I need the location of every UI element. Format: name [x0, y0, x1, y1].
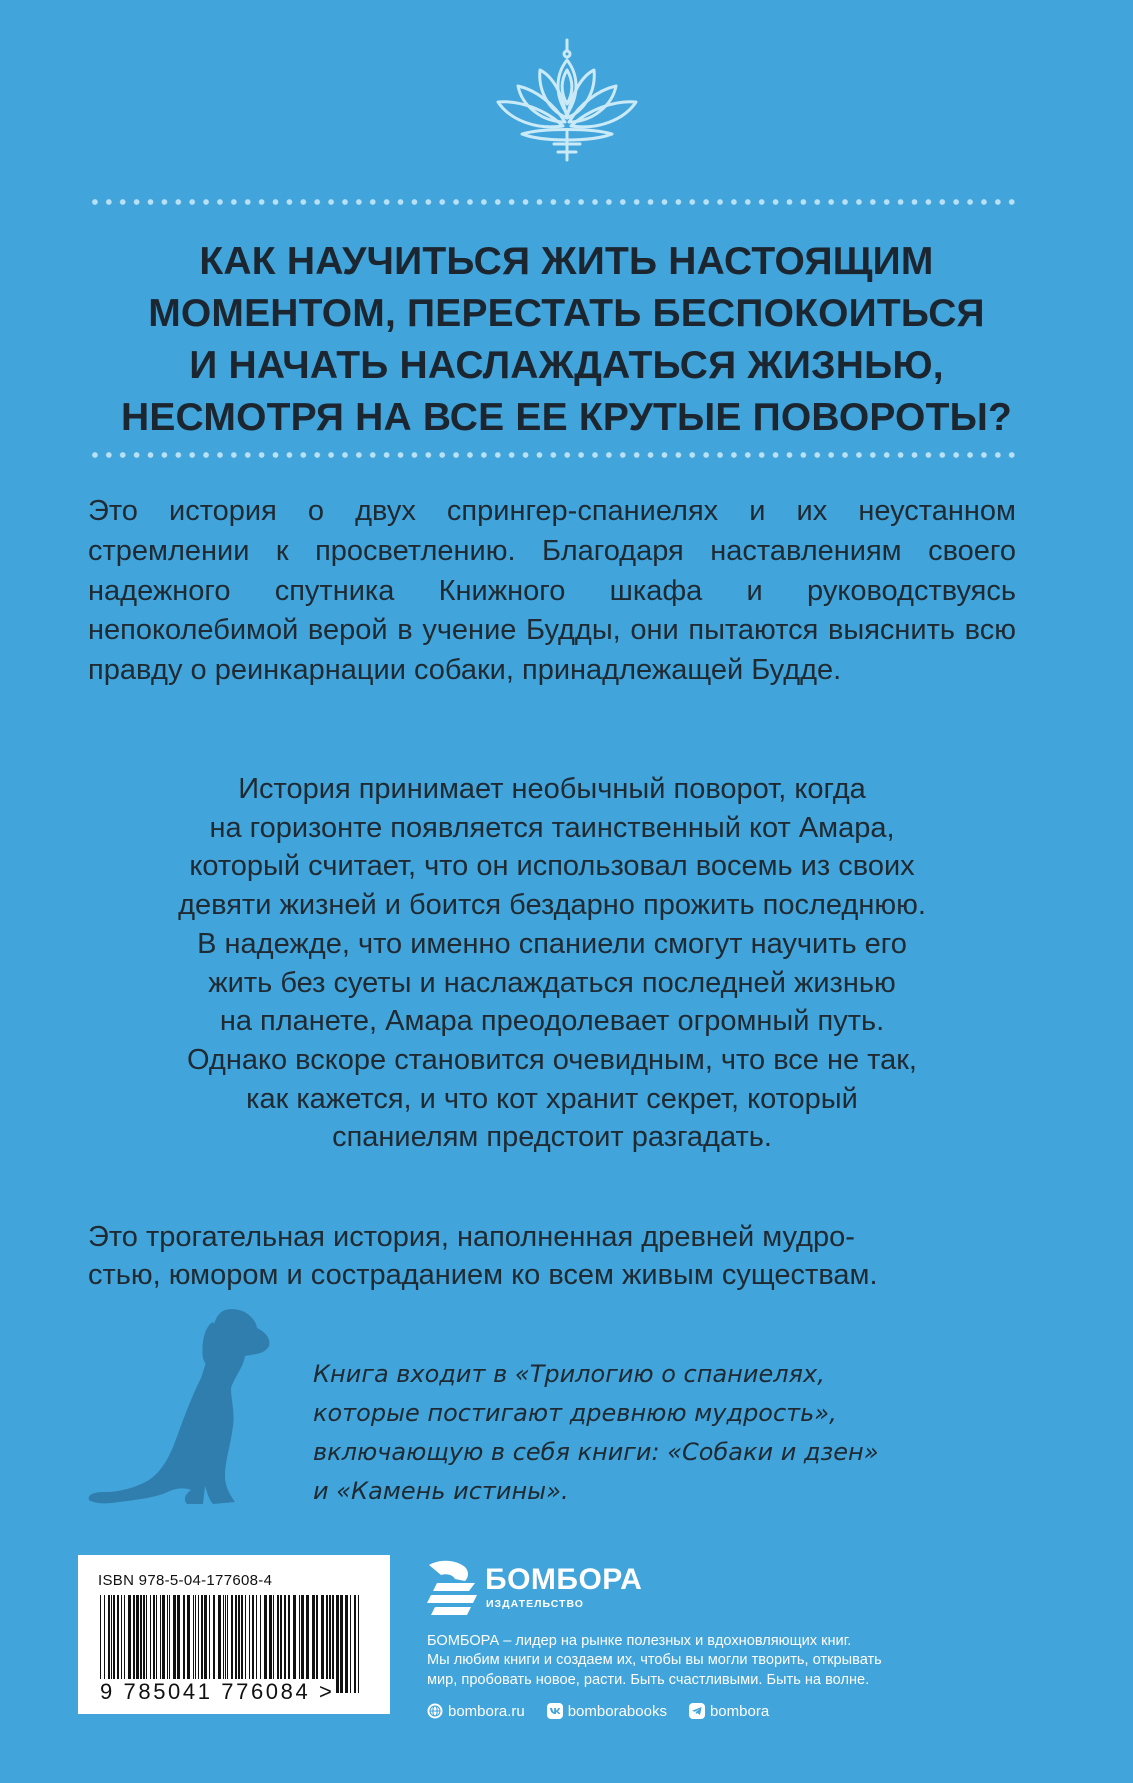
- barcode-block: [78, 1555, 390, 1714]
- plot-paragraph: [88, 770, 1016, 1157]
- headline-line: И НАЧАТЬ НАСЛАЖДАТЬСЯ ЖИЗНЬЮ,: [189, 344, 944, 387]
- headline: [60, 236, 1073, 444]
- headline-line: КАК НАУЧИТЬСЯ ЖИТЬ НАСТОЯЩИМ: [199, 240, 934, 283]
- plot-line: Однако вскоре становится очевидным, что все не так,: [187, 1043, 917, 1076]
- publisher-blurb-line: Мы любим книги и создаем их, чтобы вы могли творить, открывать: [427, 1652, 882, 1669]
- barcode-bar: [358, 1595, 359, 1693]
- plot-line: на планете, Амара преодолевает огромный путь.: [219, 1005, 885, 1038]
- social-vk-label: bomborabooks: [567, 1702, 667, 1720]
- dog-silhouette-icon: [85, 1302, 275, 1510]
- globe-icon: [427, 1703, 443, 1719]
- social-website-label: bombora.ru: [448, 1702, 525, 1720]
- closing-line: стью, юмором и состраданием ко всем живым существам.: [88, 1259, 878, 1291]
- publisher-name: БОМБОРА: [485, 1563, 643, 1596]
- plot-line: В надежде, что именно спаниели смогут научить его: [197, 927, 907, 960]
- publisher-blurb: [427, 1632, 987, 1690]
- barcode-bar: [354, 1595, 356, 1693]
- series-note-line: Книга входит в «Трилогию о спаниелях,: [313, 1360, 825, 1388]
- intro-paragraph: Это история о двух спрингер-спаниелях и их неустанном стремлении к просветлению. Благодаря наставлениям своего надежного спутника Книжного шкафа и руководствуясь непоколебимой верой в учение Будды, они пытаются выяснить всю правду о реинкарнации собаки, принадлежащей Будде.: [88, 495, 1016, 687]
- social-links: [427, 1701, 791, 1721]
- closing-paragraph: [88, 1218, 1016, 1294]
- plot-line: История принимает необычный поворот, когда: [238, 773, 866, 805]
- barcode-digits: 9 785041 776084 >: [100, 1679, 335, 1704]
- barcode-bar: [345, 1595, 348, 1693]
- dotted-divider-top: [88, 198, 1016, 206]
- social-website[interactable]: [427, 1703, 525, 1720]
- vk-icon: [547, 1703, 563, 1719]
- publisher-blurb-line: мир, пробовать новое, расти. Быть счастливыми. Быть на волне.: [427, 1671, 870, 1688]
- social-vk[interactable]: [547, 1703, 667, 1720]
- social-telegram-label: bombora: [709, 1702, 770, 1720]
- social-telegram[interactable]: [689, 1703, 769, 1720]
- plot-line: жить без суеты и наслаждаться последней жизнью: [208, 966, 896, 999]
- telegram-icon: [689, 1703, 705, 1719]
- headline-line: МОМЕНТОМ, ПЕРЕСТАТЬ БЕСПОКОИТЬСЯ: [148, 292, 985, 335]
- barcode-bar: [340, 1595, 343, 1693]
- series-note: [313, 1355, 1033, 1511]
- dotted-divider-bottom: [88, 451, 1016, 459]
- plot-line: спаниелям предстоит разгадать.: [332, 1121, 772, 1154]
- isbn-label: ISBN 978-5-04-177608-4: [98, 1572, 273, 1589]
- series-note-line: и «Камень истины».: [313, 1477, 569, 1505]
- publisher-blurb-line: БОМБОРА – лидер на рынке полезных и вдохновляющих книг.: [427, 1633, 852, 1649]
- lotus-icon: [486, 36, 648, 164]
- plot-line: который считает, что он использовал восемь из своих: [189, 850, 915, 883]
- series-note-line: которые постигают древнюю мудрость»,: [313, 1399, 837, 1427]
- series-note-line: включающую в себя книги: «Собаки и дзен»: [313, 1438, 879, 1466]
- headline-line: НЕСМОТРЯ НА ВСЕ ЕЕ КРУТЫЕ ПОВОРОТЫ?: [120, 396, 1013, 439]
- plot-line: на горизонте появляется таинственный кот Амара,: [209, 811, 895, 844]
- plot-line: как кажется, и что кот хранит секрет, который: [246, 1082, 858, 1115]
- plot-line: девяти жизней и боится бездарно прожить последнюю.: [178, 889, 926, 922]
- publisher-subtitle: ИЗДАТЕЛЬСТВО: [486, 1598, 584, 1610]
- closing-line: Это трогательная история, наполненная древней мудро-: [88, 1221, 855, 1253]
- barcode-bar: [350, 1595, 351, 1693]
